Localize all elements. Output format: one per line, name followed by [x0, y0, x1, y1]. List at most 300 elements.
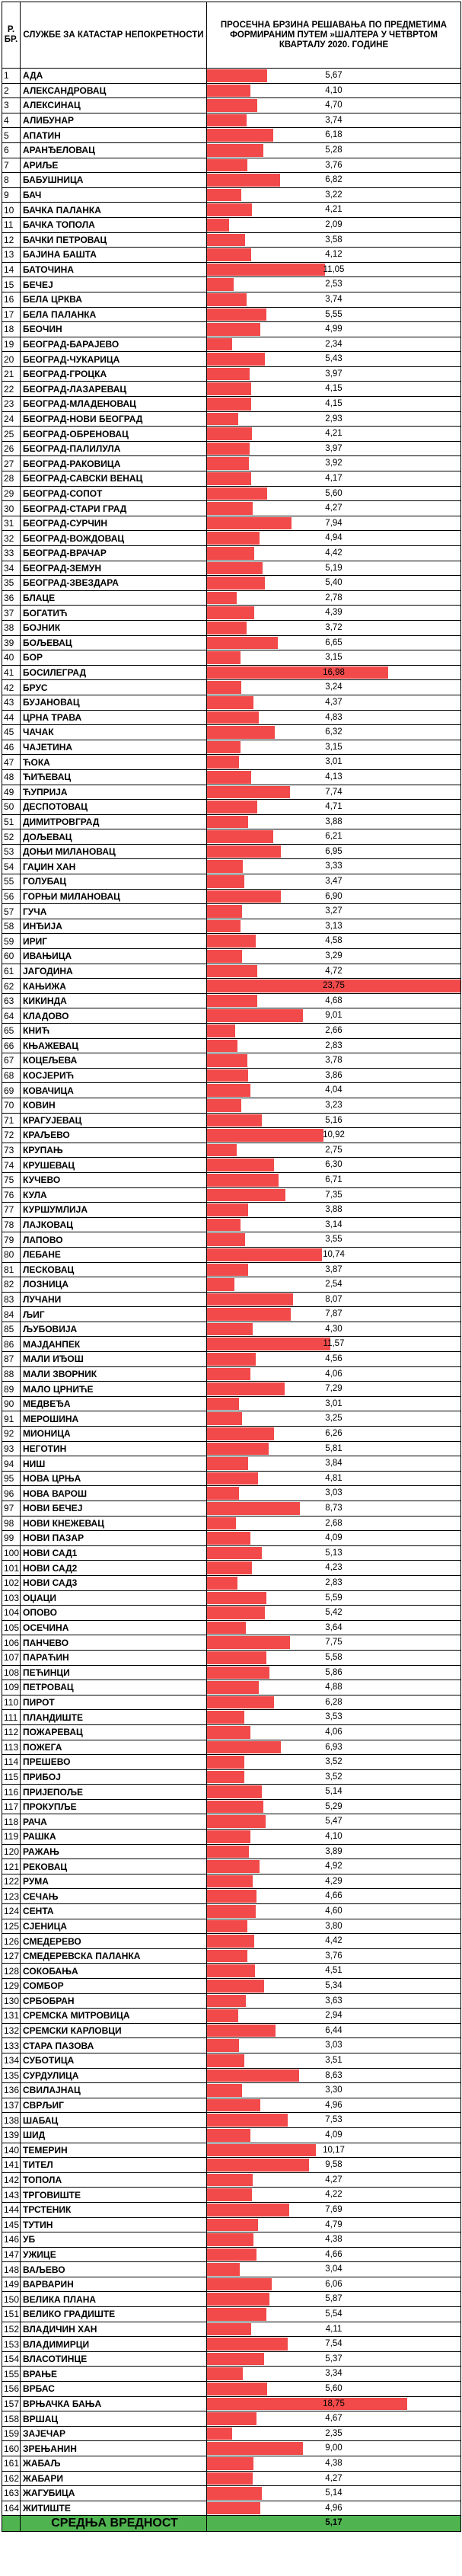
table-row — [2, 128, 461, 143]
office-name: ПЕЋИНЦИ — [21, 1665, 207, 1680]
table-row — [2, 2143, 461, 2158]
row-number: 84 — [2, 1307, 21, 1322]
speed-value: 3,23 — [325, 1100, 343, 1110]
speed-value: 5,34 — [325, 1981, 343, 1990]
speed-value: 4,39 — [325, 608, 343, 618]
speed-cell — [207, 1024, 461, 1039]
table-row — [2, 2351, 461, 2367]
row-number: 55 — [2, 874, 21, 890]
office-name: РУМА — [21, 1874, 207, 1889]
speed-value: 4,66 — [325, 1891, 343, 1901]
table-row — [2, 262, 461, 277]
table-row — [2, 352, 461, 367]
row-number: 51 — [2, 814, 21, 829]
row-number: 154 — [2, 2351, 21, 2367]
table-row — [2, 2172, 461, 2188]
speed-value: 6,93 — [325, 1742, 343, 1752]
row-number: 83 — [2, 1292, 21, 1307]
speed-value: 7,94 — [325, 518, 343, 528]
row-number: 75 — [2, 1172, 21, 1187]
speed-value: 11,57 — [323, 1339, 345, 1349]
speed-value: 5,14 — [325, 1787, 343, 1797]
table-row — [2, 979, 461, 994]
speed-cell — [207, 69, 461, 84]
cadastre-speed-table — [2, 2, 461, 2532]
row-number: 88 — [2, 1366, 21, 1382]
speed-cell — [207, 486, 461, 501]
speed-cell — [207, 889, 461, 904]
table-row — [2, 2247, 461, 2262]
row-number: 95 — [2, 1471, 21, 1486]
row-number: 60 — [2, 949, 21, 964]
office-name: КРУПАЊ — [21, 1143, 207, 1158]
speed-value: 5,40 — [325, 578, 343, 588]
office-name: КЊАЖЕВАЦ — [21, 1038, 207, 1053]
office-name: НИШ — [21, 1456, 207, 1472]
row-number: 130 — [2, 1993, 21, 2009]
speed-value: 3,64 — [325, 1622, 343, 1632]
speed-cell — [207, 1382, 461, 1397]
speed-cell — [207, 2471, 461, 2486]
row-number: 77 — [2, 1203, 21, 1218]
speed-cell — [207, 576, 461, 591]
total-row — [2, 2516, 461, 2532]
row-number: 17 — [2, 307, 21, 322]
speed-cell — [207, 232, 461, 248]
speed-value: 8,73 — [325, 1504, 343, 1513]
speed-value: 3,14 — [325, 1219, 343, 1229]
speed-cell — [207, 1740, 461, 1755]
office-name: РАЖАЊ — [21, 1844, 207, 1859]
speed-value: 4,29 — [325, 1876, 343, 1886]
table-row — [2, 1830, 461, 1845]
office-name: БЕОГРАД-СОПОТ — [21, 486, 207, 501]
speed-value: 7,75 — [325, 1638, 343, 1648]
office-name: ЉУБОВИЈА — [21, 1322, 207, 1337]
office-name: БЕОГРАД-ПАЛИЛУЛА — [21, 441, 207, 456]
speed-cell — [207, 546, 461, 561]
speed-value: 4,99 — [325, 324, 343, 334]
office-name: БЕОГРАД-ЗВЕЗДАРА — [21, 576, 207, 591]
speed-value: 5,28 — [325, 145, 343, 155]
speed-value: 3,25 — [325, 1414, 343, 1424]
row-number: 13 — [2, 248, 21, 263]
office-name: ИРИГ — [21, 934, 207, 949]
office-name: ОСЕЧИНА — [21, 1620, 207, 1635]
office-name: ВЕЛИКО ГРАДИШТЕ — [21, 2307, 207, 2322]
row-number: 90 — [2, 1396, 21, 1411]
row-number: 125 — [2, 1919, 21, 1934]
speed-cell — [207, 1844, 461, 1859]
table-row — [2, 740, 461, 755]
speed-cell — [207, 2068, 461, 2083]
row-number: 128 — [2, 1964, 21, 1979]
office-name: ПРИЈЕПОЉЕ — [21, 1785, 207, 1800]
speed-value: 5,37 — [325, 2354, 343, 2363]
row-number: 144 — [2, 2202, 21, 2217]
speed-value: 7,53 — [325, 2115, 343, 2125]
speed-cell — [207, 83, 461, 98]
table-row — [2, 337, 461, 352]
speed-value: 4,04 — [325, 1085, 343, 1095]
speed-cell — [207, 2188, 461, 2203]
row-number: 86 — [2, 1337, 21, 1352]
speed-value: 7,54 — [325, 2339, 343, 2349]
row-number: 3 — [2, 98, 21, 113]
table-row — [2, 2217, 461, 2232]
table-row — [2, 1247, 461, 1262]
row-number: 103 — [2, 1590, 21, 1606]
table-header — [2, 2, 461, 69]
speed-cell — [207, 1755, 461, 1770]
table-row — [2, 2098, 461, 2113]
row-number: 137 — [2, 2098, 21, 2113]
speed-value: 4,06 — [325, 1727, 343, 1737]
office-name: НОВИ ПАЗАР — [21, 1531, 207, 1546]
speed-value: 4,83 — [325, 712, 343, 722]
row-number: 50 — [2, 800, 21, 815]
table-row — [2, 561, 461, 576]
table-row — [2, 382, 461, 397]
office-name: НЕГОТИН — [21, 1441, 207, 1456]
speed-cell — [207, 2411, 461, 2427]
speed-cell — [207, 456, 461, 471]
table-row — [2, 695, 461, 710]
office-name: ИВАЊИЦА — [21, 949, 207, 964]
speed-value: 4,10 — [325, 85, 343, 95]
speed-value: 18,75 — [323, 2399, 345, 2408]
office-name: ГОЛУБАЦ — [21, 874, 207, 890]
office-name: КАЊИЖА — [21, 979, 207, 994]
speed-cell — [207, 1516, 461, 1531]
speed-cell — [207, 1352, 461, 1367]
office-name: АЛЕКСАНДРОВАЦ — [21, 83, 207, 98]
speed-value: 4,15 — [325, 399, 343, 409]
speed-cell — [207, 2023, 461, 2038]
speed-value: 4,71 — [325, 802, 343, 812]
row-number: 98 — [2, 1516, 21, 1531]
speed-cell — [207, 2247, 461, 2262]
table-row — [2, 650, 461, 666]
speed-value: 3,63 — [325, 1996, 343, 2006]
table-row — [2, 1844, 461, 1859]
office-name: ЈАГОДИНА — [21, 964, 207, 979]
speed-value: 3,84 — [325, 1459, 343, 1469]
table-row — [2, 83, 461, 98]
row-number: 45 — [2, 725, 21, 740]
speed-cell — [207, 173, 461, 188]
office-name: БЕЛА ЦРКВА — [21, 292, 207, 307]
office-name: КНИЋ — [21, 1024, 207, 1039]
total-label: СРЕДЊА ВРЕДНОСТ — [21, 2516, 207, 2532]
row-number: 113 — [2, 1740, 21, 1755]
speed-value: 2,09 — [325, 219, 343, 229]
row-number: 34 — [2, 561, 21, 576]
speed-cell — [207, 934, 461, 949]
office-name: МИОНИЦА — [21, 1427, 207, 1442]
speed-value: 4,06 — [325, 1369, 343, 1379]
speed-cell — [207, 203, 461, 218]
row-number: 35 — [2, 576, 21, 591]
speed-value: 10,17 — [323, 2145, 345, 2155]
row-number: 10 — [2, 203, 21, 218]
speed-cell — [207, 471, 461, 487]
table-row — [2, 1217, 461, 1232]
table-row — [2, 1665, 461, 1680]
speed-cell — [207, 1830, 461, 1845]
office-name: СМЕДЕРЕВСКА ПАЛАНКА — [21, 1948, 207, 1964]
speed-cell — [207, 2098, 461, 2113]
speed-cell — [207, 1575, 461, 1590]
office-name: БЕОГРАД-ЛАЗАРЕВАЦ — [21, 382, 207, 397]
table-row — [2, 1113, 461, 1128]
row-number: 16 — [2, 292, 21, 307]
row-number: 64 — [2, 1008, 21, 1024]
row-number: 41 — [2, 665, 21, 680]
speed-value: 5,60 — [325, 488, 343, 498]
table-row — [2, 98, 461, 113]
table-row — [2, 2262, 461, 2277]
speed-cell — [207, 1143, 461, 1158]
row-number: 132 — [2, 2023, 21, 2038]
table-row — [2, 2486, 461, 2501]
speed-cell — [207, 1561, 461, 1576]
table-row — [2, 919, 461, 934]
table-row — [2, 1441, 461, 1456]
row-number: 31 — [2, 516, 21, 531]
table-row — [2, 2158, 461, 2173]
office-name: БАЈИНА БАШТА — [21, 248, 207, 263]
row-number: 32 — [2, 531, 21, 546]
speed-value: 2,83 — [325, 1040, 343, 1050]
speed-cell — [207, 1396, 461, 1411]
row-number: 27 — [2, 456, 21, 471]
office-name: АРАНЂЕЛОВАЦ — [21, 142, 207, 158]
row-number: 36 — [2, 590, 21, 606]
speed-value: 4,51 — [325, 1966, 343, 1976]
row-number: 9 — [2, 187, 21, 203]
speed-cell — [207, 1769, 461, 1785]
row-number: 129 — [2, 1979, 21, 1994]
speed-cell — [207, 979, 461, 994]
table-row — [2, 1650, 461, 1665]
speed-value: 3,15 — [325, 742, 343, 752]
table-row — [2, 829, 461, 845]
speed-value: 9,58 — [325, 2160, 343, 2170]
row-number: 141 — [2, 2158, 21, 2173]
speed-cell — [207, 2158, 461, 2173]
speed-value: 8,63 — [325, 2070, 343, 2080]
table-row — [2, 949, 461, 964]
table-row — [2, 1934, 461, 1949]
speed-value: 5,87 — [325, 2294, 343, 2304]
office-name: БОСИЛЕГРАД — [21, 665, 207, 680]
office-name: УБ — [21, 2232, 207, 2248]
table-row — [2, 1396, 461, 1411]
row-number: 162 — [2, 2471, 21, 2486]
speed-cell — [207, 1441, 461, 1456]
row-number: 15 — [2, 277, 21, 292]
table-row — [2, 814, 461, 829]
office-name: СЕНТА — [21, 1904, 207, 1919]
table-row — [2, 2382, 461, 2397]
table-row — [2, 292, 461, 307]
office-name: БАЧКА ПАЛАНКА — [21, 203, 207, 218]
speed-cell — [207, 1053, 461, 1069]
office-name: ШАБАЦ — [21, 2113, 207, 2128]
office-name: СОКОБАЊА — [21, 1964, 207, 1979]
speed-value: 4,11 — [325, 2324, 343, 2334]
row-number: 96 — [2, 1486, 21, 1501]
speed-cell — [207, 606, 461, 621]
speed-cell — [207, 1919, 461, 1934]
office-name: БОЈНИК — [21, 620, 207, 635]
speed-cell — [207, 128, 461, 143]
row-number: 118 — [2, 1814, 21, 1830]
speed-cell — [207, 1113, 461, 1128]
speed-value: 3,76 — [325, 1951, 343, 1961]
office-name: ТУТИН — [21, 2217, 207, 2232]
table-row — [2, 1187, 461, 1203]
row-number: 139 — [2, 2127, 21, 2143]
speed-cell — [207, 2456, 461, 2472]
office-name: СМЕДЕРЕВО — [21, 1934, 207, 1949]
table-row — [2, 1038, 461, 1053]
row-number: 78 — [2, 1217, 21, 1232]
speed-cell — [207, 2322, 461, 2337]
speed-value: 5,13 — [325, 1548, 343, 1558]
speed-value: 3,22 — [325, 190, 343, 200]
speed-value: 4,56 — [325, 1354, 343, 1364]
office-name: ЛЕБАНЕ — [21, 1247, 207, 1262]
row-number: 68 — [2, 1068, 21, 1083]
speed-value: 3,29 — [325, 951, 343, 961]
speed-cell — [207, 1337, 461, 1352]
speed-cell — [207, 1471, 461, 1486]
row-number: 99 — [2, 1531, 21, 1546]
speed-value: 3,52 — [325, 1772, 343, 1782]
table-row — [2, 1158, 461, 1173]
table-row — [2, 441, 461, 456]
speed-cell — [207, 785, 461, 800]
speed-cell — [207, 2396, 461, 2411]
table-row — [2, 1307, 461, 1322]
office-name: ЦРНА ТРАВА — [21, 710, 207, 725]
office-name: БЕОЧИН — [21, 322, 207, 337]
row-number: 42 — [2, 680, 21, 695]
speed-cell — [207, 1247, 461, 1262]
speed-cell — [207, 1232, 461, 1248]
speed-cell — [207, 755, 461, 770]
speed-cell — [207, 800, 461, 815]
row-number: 159 — [2, 2426, 21, 2441]
speed-cell — [207, 1277, 461, 1293]
table-row — [2, 1322, 461, 1337]
speed-value: 5,67 — [325, 71, 343, 80]
table-row — [2, 2411, 461, 2427]
speed-cell — [207, 1710, 461, 1725]
speed-cell — [207, 695, 461, 710]
table-row — [2, 546, 461, 561]
speed-cell — [207, 725, 461, 740]
table-row — [2, 2367, 461, 2382]
office-name: ЋИЋЕВАЦ — [21, 769, 207, 785]
speed-value: 5,54 — [325, 2309, 343, 2319]
row-number: 82 — [2, 1277, 21, 1293]
speed-value: 2,83 — [325, 1577, 343, 1587]
speed-cell — [207, 217, 461, 232]
speed-value: 3,51 — [325, 2055, 343, 2065]
header-office: СЛУЖБЕ ЗА КАТАСТАР НЕПОКРЕТНОСТИ — [21, 2, 207, 69]
table-row — [2, 1143, 461, 1158]
row-number: 117 — [2, 1799, 21, 1814]
speed-value: 9,01 — [325, 1011, 343, 1021]
table-row — [2, 934, 461, 949]
speed-cell — [207, 2038, 461, 2053]
speed-value: 4,42 — [325, 1936, 343, 1946]
speed-value: 3,78 — [325, 1056, 343, 1066]
speed-cell — [207, 1158, 461, 1173]
row-number: 97 — [2, 1501, 21, 1517]
table-row — [2, 635, 461, 650]
speed-cell — [207, 277, 461, 292]
office-name: ДОЉЕВАЦ — [21, 829, 207, 845]
table-row — [2, 1889, 461, 1904]
speed-value: 5,19 — [325, 563, 343, 573]
table-row — [2, 1740, 461, 1755]
table-row — [2, 2426, 461, 2441]
row-number: 111 — [2, 1710, 21, 1725]
speed-cell — [207, 322, 461, 337]
speed-value: 3,97 — [325, 443, 343, 453]
table-body — [2, 69, 461, 2516]
speed-value: 4,15 — [325, 384, 343, 394]
table-row — [2, 1292, 461, 1307]
office-name: ЧАЧАК — [21, 725, 207, 740]
office-name: РАЧА — [21, 1814, 207, 1830]
row-number: 38 — [2, 620, 21, 635]
speed-value: 3,15 — [325, 653, 343, 663]
office-name: ВЛАДИЧИН ХАН — [21, 2322, 207, 2337]
table-row — [2, 1427, 461, 1442]
table-row — [2, 755, 461, 770]
speed-value: 2,78 — [325, 593, 343, 602]
row-number: 33 — [2, 546, 21, 561]
row-number: 19 — [2, 337, 21, 352]
table-row — [2, 800, 461, 815]
row-number: 58 — [2, 919, 21, 934]
table-row — [2, 471, 461, 487]
row-number: 20 — [2, 352, 21, 367]
office-name: БУЈАНОВАЦ — [21, 695, 207, 710]
speed-value: 4,30 — [325, 1324, 343, 1334]
speed-value: 5,47 — [325, 1817, 343, 1827]
row-number: 133 — [2, 2038, 21, 2053]
office-name: СВИЛАЈНАЦ — [21, 2083, 207, 2098]
office-name: НОВА ВАРОШ — [21, 1486, 207, 1501]
row-number: 146 — [2, 2232, 21, 2248]
office-name: ВРАЊЕ — [21, 2367, 207, 2382]
row-number: 30 — [2, 501, 21, 516]
speed-cell — [207, 1606, 461, 1621]
table-row — [2, 1561, 461, 1576]
speed-cell — [207, 2292, 461, 2307]
speed-value: 2,68 — [325, 1518, 343, 1528]
speed-value: 6,44 — [325, 2025, 343, 2035]
row-number: 39 — [2, 635, 21, 650]
office-name: ВАЉЕВО — [21, 2262, 207, 2277]
office-name: НОВА ЦРЊА — [21, 1471, 207, 1486]
